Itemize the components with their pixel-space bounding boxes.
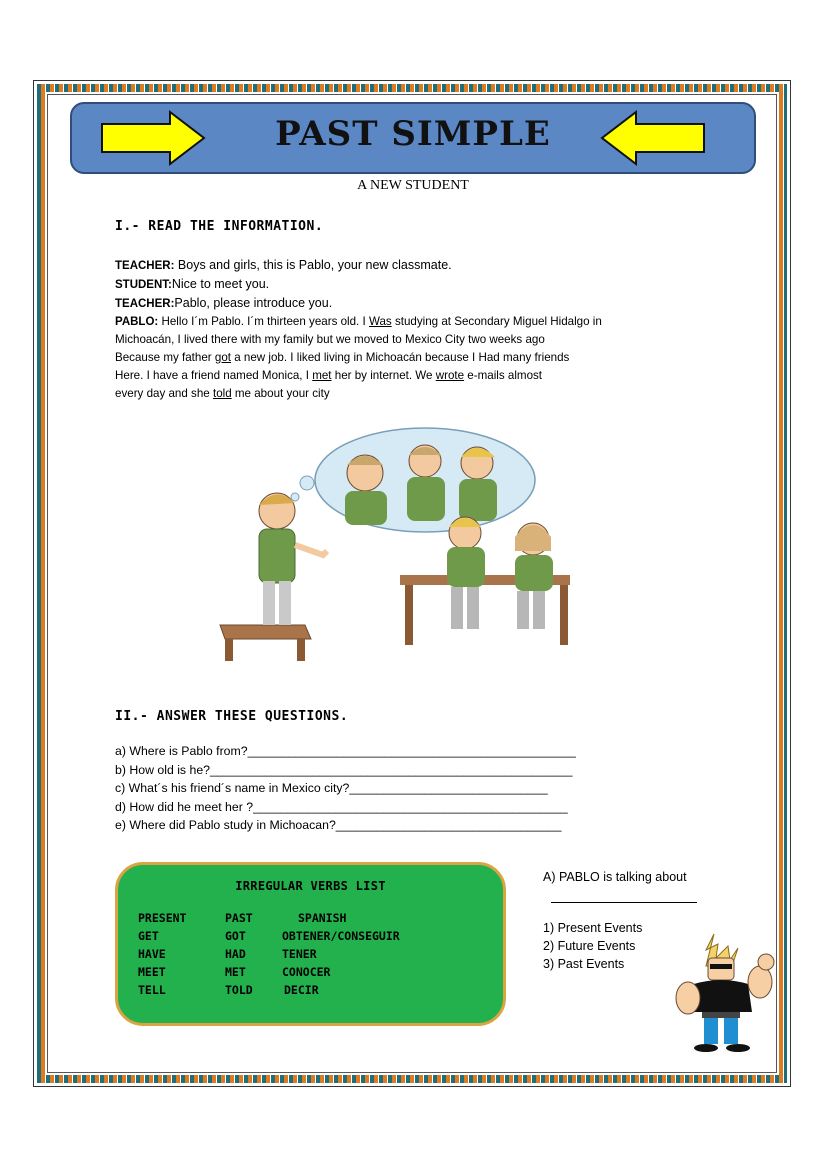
multiple-choice-prompt: A) PABLO is talking about bbox=[543, 870, 687, 884]
underlined-verb: told bbox=[212, 387, 232, 400]
underlined-verb: got bbox=[214, 351, 232, 364]
speaker-label: STUDENT: bbox=[115, 279, 172, 291]
verb-past: MET bbox=[225, 965, 246, 979]
dialogue-text: studying at Secondary Miguel Hidalgo in bbox=[391, 315, 602, 328]
dialogue-text: Michoacán, I lived there with my family but we moved to Mexico City two weeks ago bbox=[115, 333, 545, 346]
option-item[interactable]: 2) Future Events bbox=[543, 939, 636, 953]
speaker-label: TEACHER: bbox=[115, 260, 175, 272]
dialogue-text: e-mails almost bbox=[464, 369, 543, 382]
dialogue-line-teacher bbox=[115, 294, 645, 313]
verb-spanish: CONOCER bbox=[282, 965, 331, 979]
question-item[interactable]: d) How did he meet her ?______________________________________________ bbox=[115, 799, 568, 814]
underlined-verb: wrote bbox=[435, 369, 465, 382]
classroom-illustration bbox=[215, 425, 595, 663]
verb-spanish: DECIR bbox=[284, 983, 319, 997]
dialogue-text: her by internet. We bbox=[331, 369, 436, 382]
section-heading-read: I.- READ THE INFORMATION. bbox=[115, 219, 324, 234]
page-title: PAST SIMPLE bbox=[275, 114, 551, 154]
verb-present: MEET bbox=[138, 965, 166, 979]
irregular-verbs-box bbox=[115, 862, 506, 1026]
question-item[interactable]: e) Where did Pablo study in Michoacan?_________________________________ bbox=[115, 818, 562, 832]
speaker-label: PABLO: bbox=[115, 316, 159, 328]
arrow-left-icon bbox=[598, 110, 706, 166]
dialogue-text: me about your city bbox=[231, 387, 330, 400]
dialogue-line-pablo bbox=[115, 313, 645, 403]
verb-past: HAD bbox=[225, 947, 246, 961]
verb-present: TELL bbox=[138, 983, 166, 997]
option-item[interactable]: 1) Present Events bbox=[543, 921, 643, 935]
table-row bbox=[138, 945, 448, 963]
dialogue-block bbox=[115, 256, 645, 403]
verbs-title: IRREGULAR VERBS LIST bbox=[235, 879, 386, 893]
verb-present: GET bbox=[138, 929, 159, 943]
underlined-verb: met bbox=[312, 369, 332, 382]
verb-spanish: OBTENER/CONSEGUIR bbox=[282, 929, 400, 943]
dialogue-text: Pablo, please introduce you. bbox=[174, 296, 333, 310]
dialogue-text: Nice to meet you. bbox=[171, 277, 270, 291]
verbs-header: PAST bbox=[225, 911, 253, 925]
dialogue-text: Here. I have a friend named Monica, I bbox=[115, 369, 313, 382]
table-row bbox=[138, 927, 448, 945]
verbs-table bbox=[138, 909, 448, 999]
dialogue-text: Boys and girls, this is Pablo, your new classmate. bbox=[177, 258, 452, 272]
verb-past: TOLD bbox=[225, 983, 253, 997]
question-item[interactable]: b) How old is he?_____________________________________________________ bbox=[115, 762, 573, 777]
underlined-verb: Was bbox=[368, 315, 392, 328]
section-heading-answer: II.- ANSWER THESE QUESTIONS. bbox=[115, 709, 349, 724]
verbs-header: PRESENT bbox=[138, 911, 187, 925]
dialogue-line-student bbox=[115, 275, 645, 294]
question-item[interactable]: a) Where is Pablo from?________________________________________________ bbox=[115, 744, 576, 758]
table-row bbox=[138, 981, 448, 999]
question-item[interactable]: c) What´s his friend´s name in Mexico city?_____________________________ bbox=[115, 781, 548, 795]
answer-blank[interactable] bbox=[551, 890, 697, 903]
verb-spanish: TENER bbox=[282, 947, 317, 961]
dialogue-text: every day and she bbox=[115, 387, 213, 400]
questions-list bbox=[115, 742, 675, 835]
subtitle: A NEW STUDENT bbox=[357, 178, 469, 193]
dialogue-text: Because my father bbox=[115, 351, 215, 364]
cartoon-character-illustration bbox=[666, 932, 778, 1054]
option-item[interactable]: 3) Past Events bbox=[543, 957, 625, 971]
dialogue-text: Hello I´m Pablo. I´m thirteen years old. I bbox=[161, 315, 369, 328]
dialogue-line-teacher bbox=[115, 256, 645, 275]
table-row bbox=[138, 963, 448, 981]
verb-past: GOT bbox=[225, 929, 246, 943]
verb-present: HAVE bbox=[138, 947, 166, 961]
verbs-header-row bbox=[138, 909, 448, 927]
title-banner bbox=[70, 102, 756, 174]
verbs-header: SPANISH bbox=[298, 911, 347, 925]
speaker-label: TEACHER: bbox=[115, 298, 175, 310]
dialogue-text: a new job. I liked living in Michoacán because I Had many friends bbox=[231, 351, 570, 364]
